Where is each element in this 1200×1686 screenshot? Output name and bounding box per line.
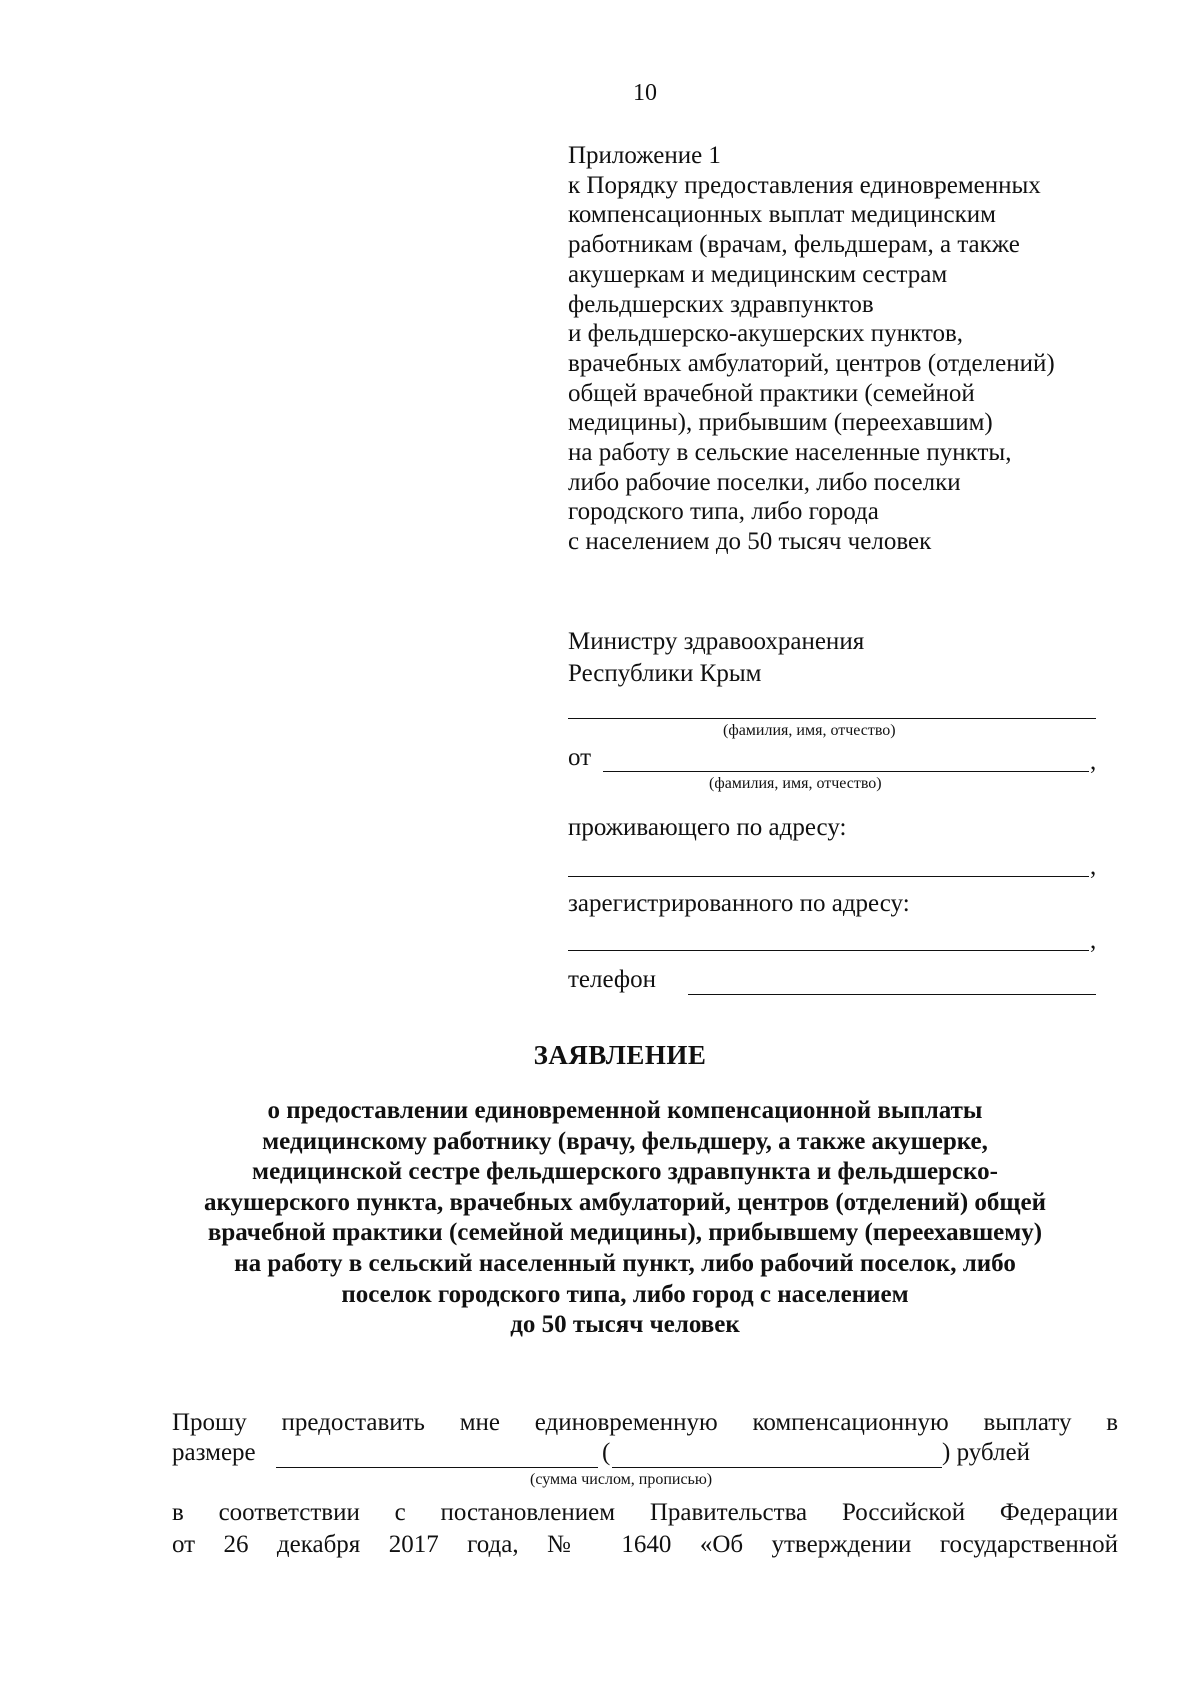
subject-line: врачебной практики (семейной медицины), прибывшему (переехавшему) — [207, 1219, 1043, 1247]
appendix-line: фельдшерских здравпунктов — [568, 290, 874, 318]
addressee-fio-line — [568, 718, 1096, 719]
residence-comma: , — [1090, 853, 1097, 880]
appendix-line: на работу в сельские населенные пункты, — [568, 439, 1012, 467]
addressee-block — [568, 626, 864, 690]
addressee-line: Министру здравоохранения — [568, 628, 865, 655]
subject-line: поселок городского типа, либо город с населением — [341, 1280, 909, 1308]
amount-paren-open: ( — [602, 1439, 611, 1466]
registered-label: зарегистрированного по адресу: — [568, 890, 910, 917]
subject-line: о предоставлении единовременной компенсационной выплаты — [267, 1097, 983, 1124]
subject-line: до 50 тысяч человек — [510, 1311, 740, 1339]
addressee-line: Республики Крым — [568, 660, 762, 687]
appendix-line: акушеркам и медицинским сестрам — [568, 260, 948, 288]
subject-line: медицинскому работнику (врачу, фельдшеру, а также акушерке, — [262, 1127, 988, 1155]
appendix-line: либо рабочие поселки, либо поселки — [568, 468, 961, 496]
appendix-line: с населением до 50 тысяч человек — [568, 528, 932, 556]
appendix-line: к Порядку предоставления единовременных — [568, 171, 1041, 199]
appendix-line: Приложение 1 — [568, 142, 721, 169]
appendix-line: городского типа, либо города — [568, 498, 879, 526]
subject-line: акушерского пункта, врачебных амбулаторий, центров (отделений) общей — [203, 1188, 1047, 1216]
residence-address-line — [568, 876, 1089, 877]
registered-address-line — [568, 950, 1089, 951]
body-line-3: в соответствии с постановлением Правительства Российской Федерации — [172, 1499, 1118, 1526]
amount-label: размере — [172, 1439, 256, 1466]
appendix-line: компенсационных выплат медицинским — [568, 201, 996, 229]
subject-line: на работу в сельский населенный пункт, либо рабочий поселок, либо — [234, 1249, 1016, 1277]
sender-fio-comma: , — [1090, 748, 1097, 775]
phone-label: телефон — [568, 966, 656, 993]
from-label: от — [568, 744, 592, 771]
amount-caption: (сумма числом, прописью) — [530, 1471, 713, 1488]
addressee-fio-caption: (фамилия, имя, отчество) — [723, 722, 896, 739]
appendix-line: врачебных амбулаторий, центров (отделений) — [568, 349, 1055, 377]
document-subject — [130, 1096, 1120, 1341]
body-line-1: Прошу предоставить мне единовременную компенсационную выплату в — [172, 1409, 1118, 1436]
sender-fio-caption: (фамилия, имя, отчество) — [709, 775, 882, 792]
appendix-line: медицины), прибывшим (переехавшим) — [568, 409, 993, 437]
appendix-line: общей врачебной практики (семейной — [568, 379, 975, 407]
page-number: 10 — [633, 80, 657, 106]
document-title: ЗАЯВЛЕНИЕ — [533, 1040, 707, 1070]
appendix-header — [568, 141, 1055, 557]
appendix-line: и фельдшерско-акушерских пунктов, — [568, 320, 963, 348]
amount-words-line — [612, 1467, 942, 1468]
appendix-line: работникам (врачам, фельдшерам, а также — [568, 231, 1020, 259]
amount-currency: ) рублей — [942, 1439, 1030, 1466]
phone-line — [688, 994, 1096, 995]
subject-line: медицинской сестре фельдшерского здравпункта и фельдшерско- — [252, 1158, 998, 1186]
amount-number-line — [276, 1467, 598, 1468]
sender-fio-line — [603, 771, 1089, 772]
body-line-4: от 26 декабря 2017 года, № 1640 «Об утверждении государственной — [172, 1531, 1118, 1558]
residence-label: проживающего по адресу: — [568, 814, 847, 841]
registered-comma: , — [1090, 927, 1097, 954]
